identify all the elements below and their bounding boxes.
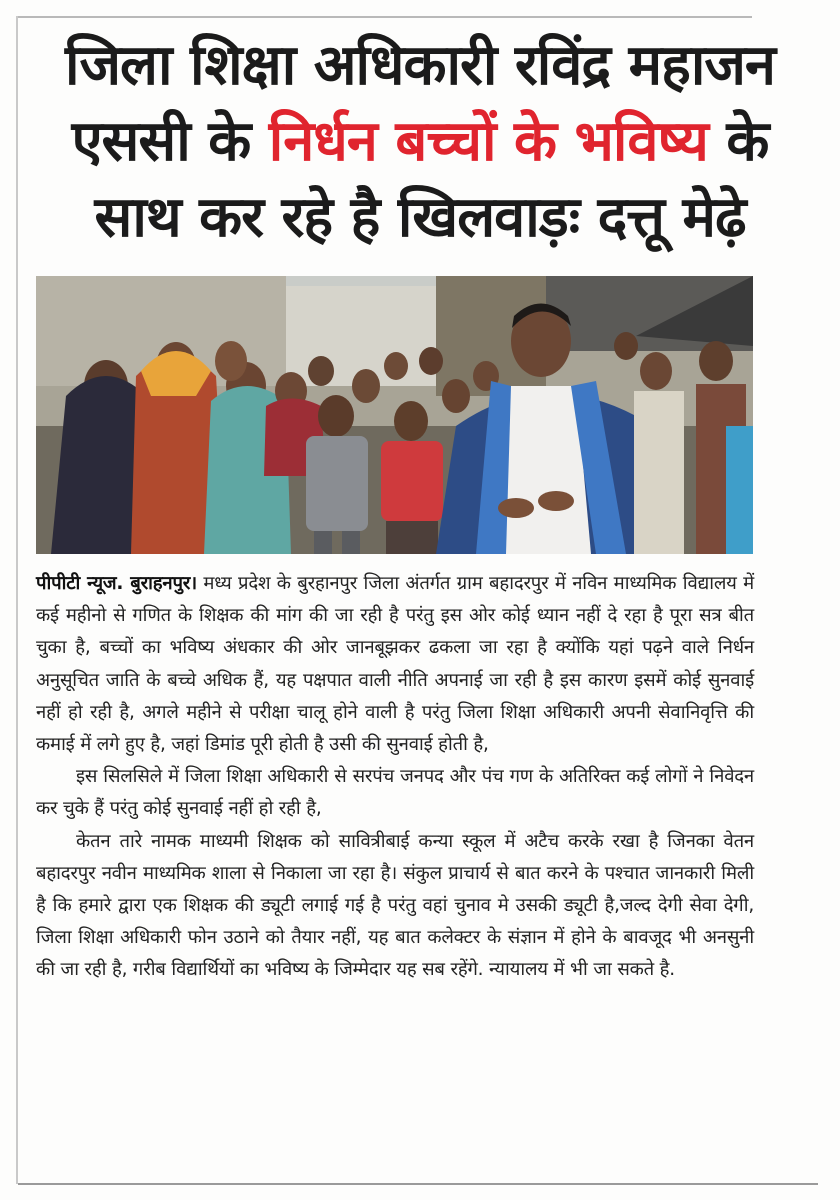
article-paragraph-1 [36, 568, 754, 761]
article-paragraph-3: केतन तारे नामक माध्यमी शिक्षक को सावित्रीबाई कन्या स्कूल में अटैच करके रखा है जिनका वेतन बहादरपुर नवीन माध्यमिक शाला से निकाला जा रहा है। संकुल प्राचार्य से बात करने के पश्चात जानकारी मिली है कि हमारे द्वारा एक शिक्षक की ड्यूटी लगाई गई है परंतु वहां चुनाव मे उसकी ड्यूटी है,जल्द देगी सेवा देगी, जिला शिक्षा अधिकारी फोन उठाने को तैयार नहीं, यह बात कलेक्टर के संज्ञान में होने के बावजूद भी अनसुनी की जा रही है, गरीब विद्यार्थियों का भविष्य के जिम्मेदार यह सब रहेंगे. न्यायालय में भी जा सकते है. [36, 830, 754, 981]
headline-highlight: निर्धन बच्चों के भविष्य [268, 109, 708, 174]
bottom-rule [18, 1183, 818, 1185]
headline [20, 28, 820, 256]
article-paragraph-1-text: मध्य प्रदेश के बुरहानपुर जिला अंतर्गत ग्राम बहादरपुर में नविन माध्यमिक विद्यालय में कई महीनो से गणित के शिक्षक की मांग की जा रही है परंतु इस ओर कोई ध्यान नहीं दे रहा है पूरा सत्र बीत चुका है, बच्चों का भविष्य अंधकार की ओर जानबूझकर ढकला जा रहा है क्योंकि यहां पढ़ने वाले निर्धन अनुसूचित जाति के बच्चे अधिक हैं, यह पक्षपात वाली नीति अपनाई जा रही है इस कारण इसमें कोई सुनवाई नहीं हो रही है, अगले महीने से परीक्षा चालू होने वाली है परंतु जिला शिक्षा अधिकारी अपनी सेवानिवृत्ति की कमाई में लगे हुए है, जहां डिमांड पूरी होती है उसी की सुनवाई होती है, [36, 573, 755, 756]
headline-line-2 [20, 104, 820, 180]
top-rule [18, 16, 752, 18]
crowd-photo-illustration [36, 276, 753, 554]
headline-line-3: साथ कर रहे है खिलवाड़ः दत्तू मेढ़े [94, 185, 746, 250]
article-paragraph-2: इस सिलसिले में जिला शिक्षा अधिकारी से सरपंच जनपद और पंच गण के अतिरिक्त कई लोगों ने निवेदन कर चुके हैं परंतु कोई सुनवाई नहीं हो रही है, [36, 766, 754, 820]
headline-line-2-end: के [707, 109, 769, 174]
headline-line-2-start: एससी के [71, 109, 269, 174]
left-rule [16, 16, 18, 1184]
news-photo [36, 276, 753, 554]
headline-line-1: जिला शिक्षा अधिकारी रविंद्र महाजन [64, 33, 776, 98]
dateline: पीपीटी न्यूज. बुराहनपुर। [36, 573, 197, 594]
article-body [36, 568, 754, 987]
